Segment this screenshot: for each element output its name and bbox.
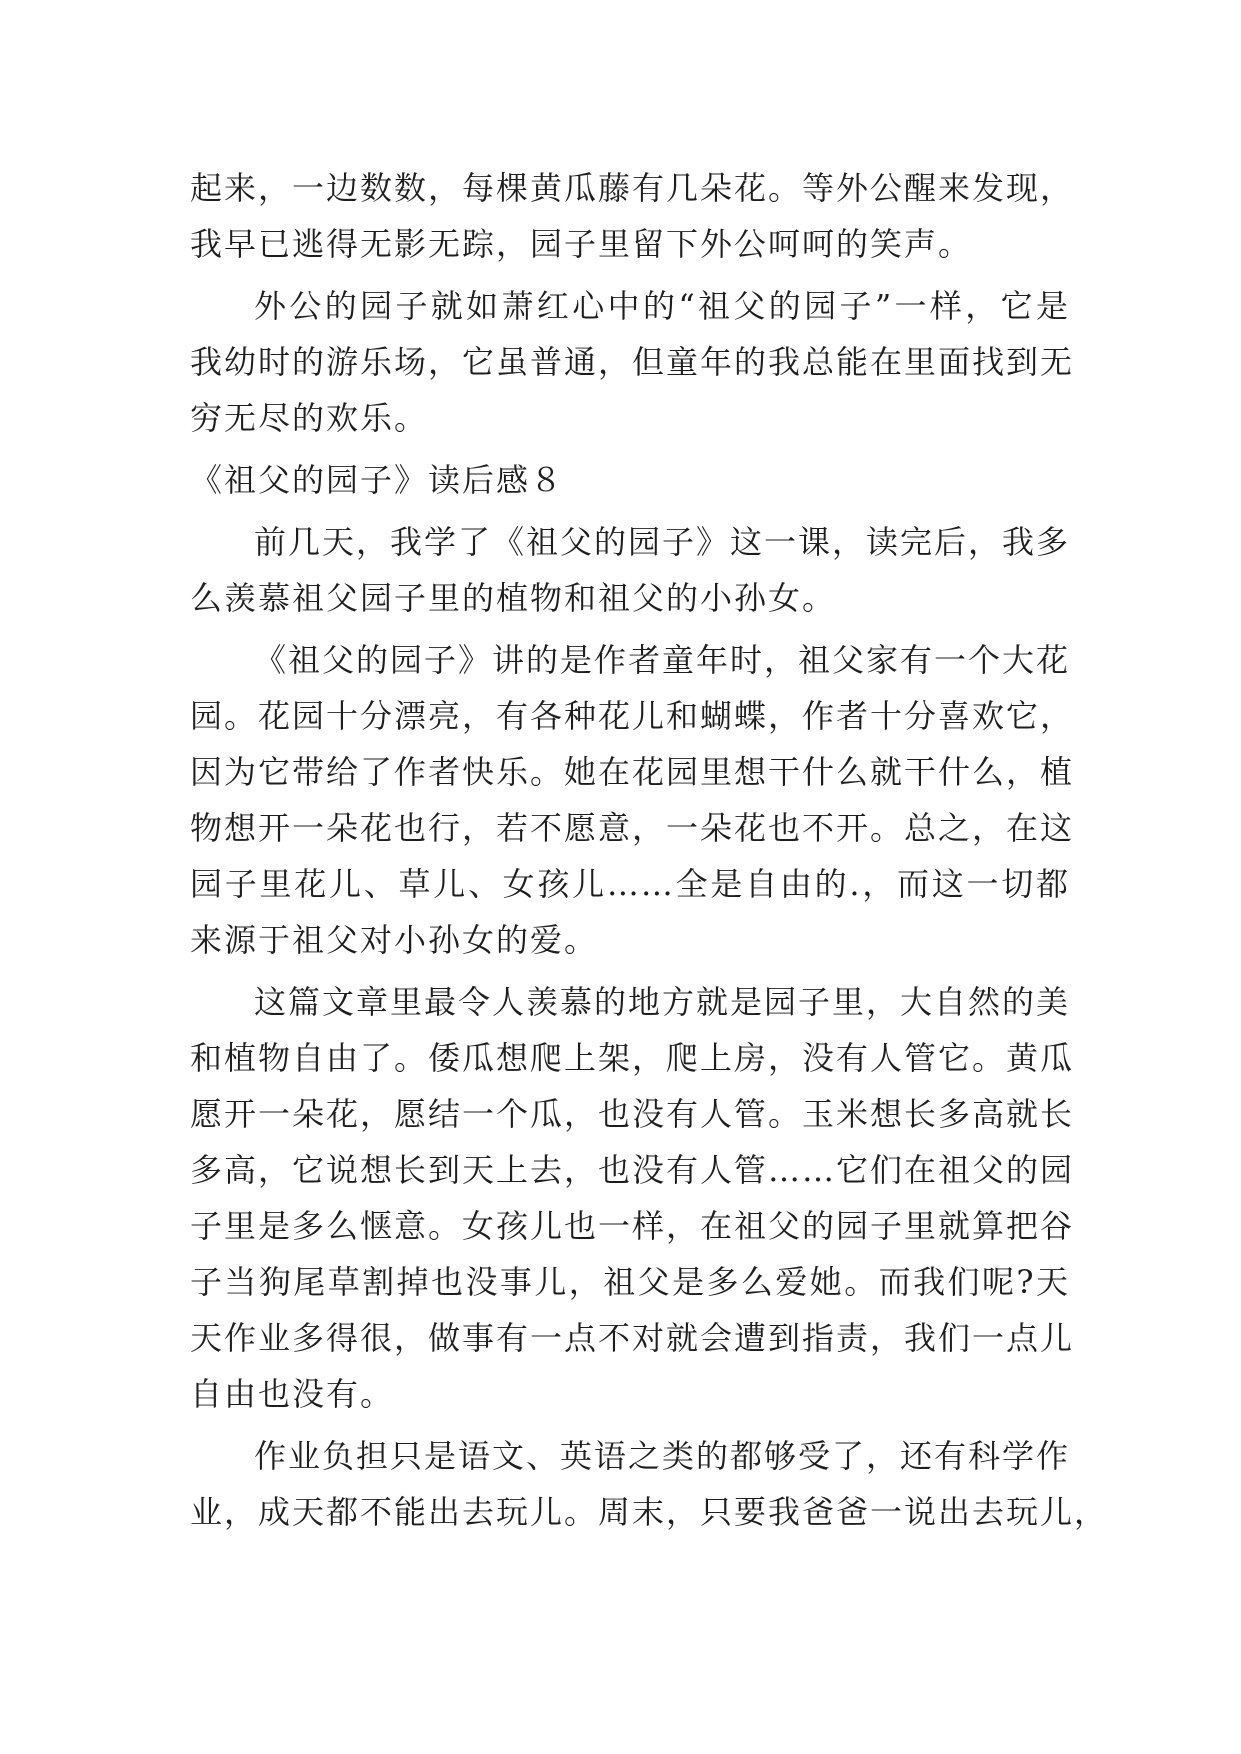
text-line: 子里是多么惬意。女孩儿也一样，在祖父的园子里就算把谷 bbox=[190, 1207, 1075, 1245]
text-line: 穷无尽的欢乐。 bbox=[190, 399, 429, 437]
text-line: 这篇文章里最令人羡慕的地方就是园子里，大自然的美 bbox=[254, 983, 1071, 1021]
heading-text: 《祖父的园子》读后感８ bbox=[190, 461, 565, 499]
text-line: 物想开一朵花也行，若不愿意，一朵花也不开。总之，在这 bbox=[190, 809, 1075, 847]
text-line: 自由也没有。 bbox=[190, 1375, 395, 1413]
paragraph bbox=[190, 632, 1075, 968]
text-line: 天作业多得很，做事有一点不对就会遭到指责，我们一点儿 bbox=[190, 1319, 1075, 1357]
paragraph bbox=[190, 974, 1075, 1422]
text-line: 业，成天都不能出去玩儿。周末，只要我爸爸一说出去玩儿， bbox=[190, 1493, 1109, 1531]
text-line: 和植物自由了。倭瓜想爬上架，爬上房，没有人管它。黄瓜 bbox=[190, 1039, 1075, 1077]
text-line: 作业负担只是语文、英语之类的都够受了，还有科学作 bbox=[254, 1437, 1071, 1475]
text-line: 因为它带给了作者快乐。她在花园里想干什么就干什么，植 bbox=[190, 753, 1075, 791]
paragraph bbox=[190, 278, 1075, 446]
text-line: 愿开一朵花，愿结一个瓜，也没有人管。玉米想长多高就长 bbox=[190, 1095, 1075, 1133]
section-heading bbox=[190, 452, 1070, 508]
text-line: 么羡慕祖父园子里的植物和祖父的小孙女。 bbox=[190, 579, 837, 617]
text-line: 园子里花儿、草儿、女孩儿……全是自由的.，而这一切都 bbox=[190, 865, 1070, 903]
text-line: 我早已逃得无影无踪，园子里留下外公呵呵的笑声。 bbox=[190, 225, 973, 263]
text-line: 前几天，我学了《祖父的园子》这一课，读完后，我多 bbox=[254, 523, 1071, 561]
text-line: 园。花园十分漂亮，有各种花儿和蝴蝶，作者十分喜欢它， bbox=[190, 697, 1075, 735]
text-line: 子当狗尾草割掉也没事儿，祖父是多么爱她。而我们呢?天 bbox=[190, 1263, 1070, 1301]
paragraph bbox=[190, 1428, 1109, 1540]
document-body bbox=[190, 160, 1109, 1540]
paragraph bbox=[190, 160, 1075, 272]
paragraph bbox=[190, 514, 1070, 626]
text-line: 起来，一边数数，每棵黄瓜藤有几朵花。等外公醒来发现， bbox=[190, 169, 1075, 207]
text-line: 多高，它说想长到天上去，也没有人管……它们在祖父的园 bbox=[190, 1151, 1075, 1189]
text-line: 《祖父的园子》讲的是作者童年时，祖父家有一个大花 bbox=[254, 641, 1071, 679]
text-line: 外公的园子就如萧红心中的“祖父的园子”一样，它是 bbox=[254, 287, 1070, 325]
text-line: 我幼时的游乐场，它虽普通，但童年的我总能在里面找到无 bbox=[190, 343, 1075, 381]
text-line: 来源于祖父对小孙女的爱。 bbox=[190, 921, 599, 959]
